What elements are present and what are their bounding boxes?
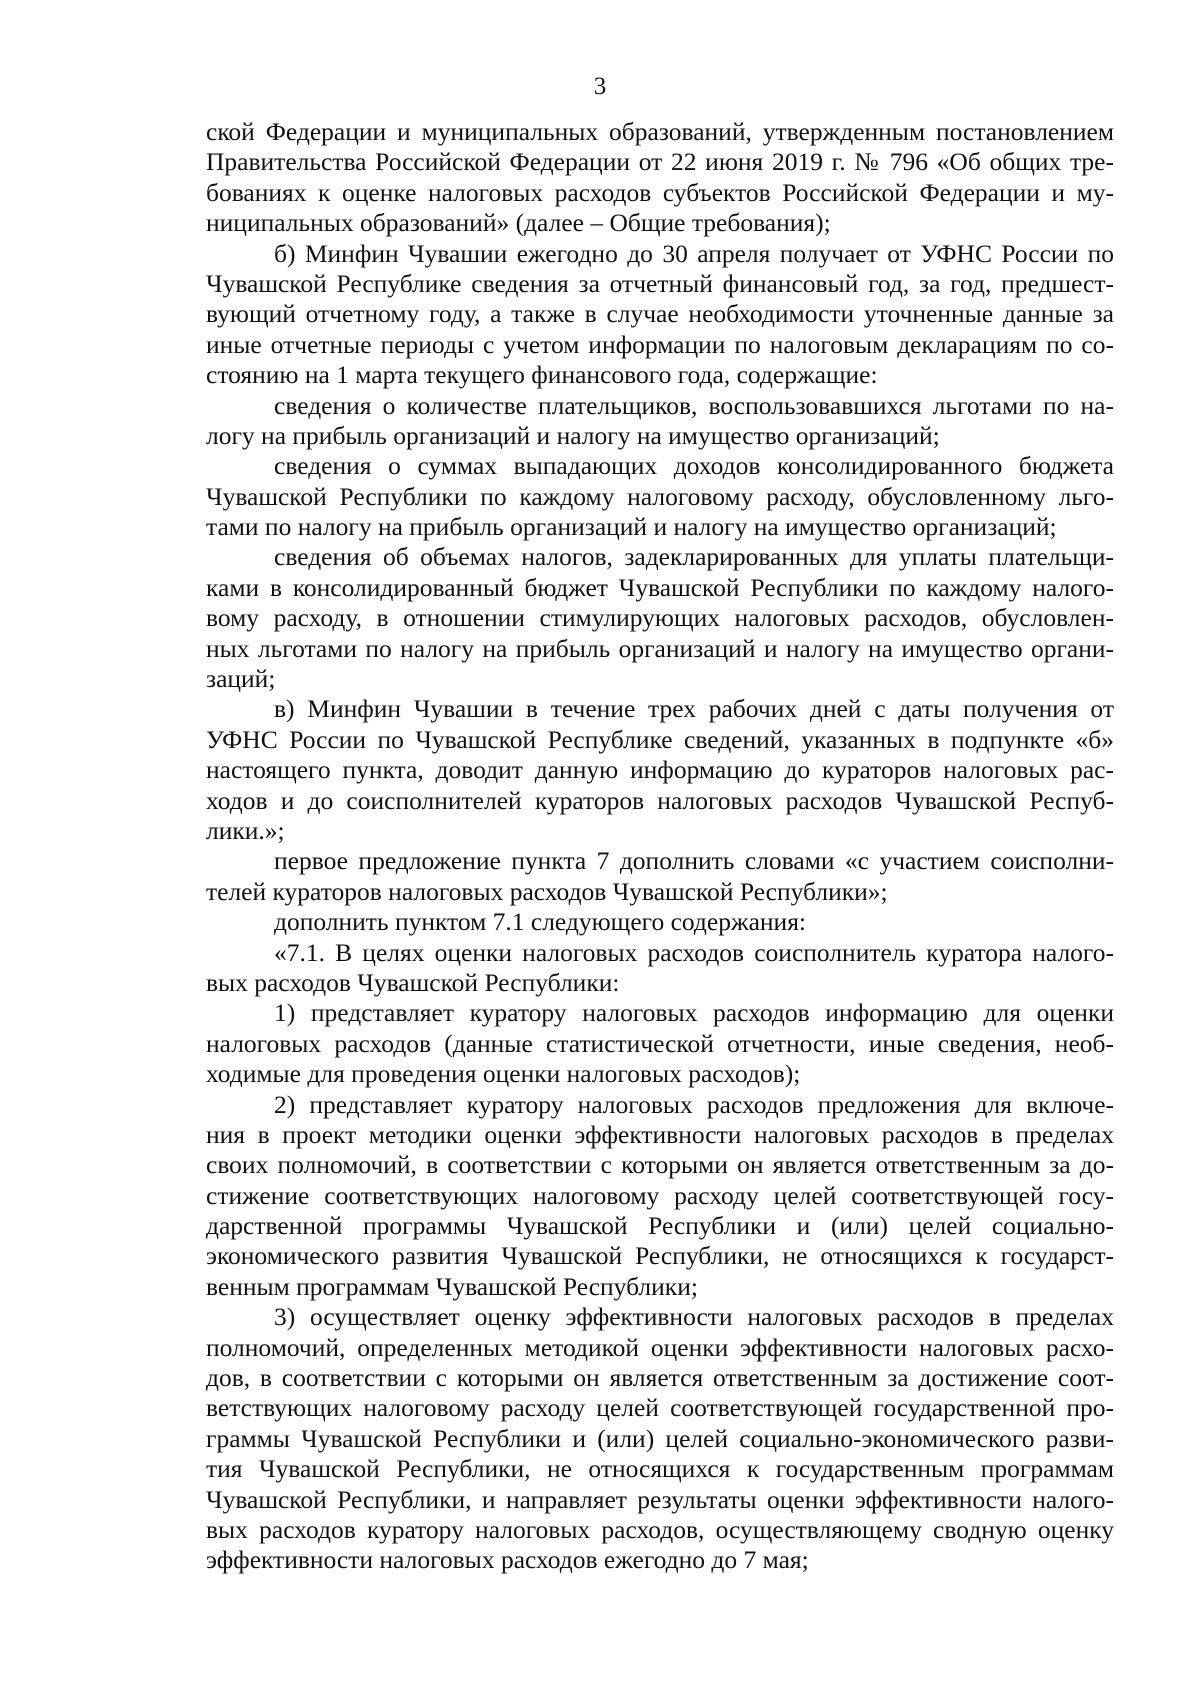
- text-line: Правительства Российской Федерации от 22 июня 2019 г. № 796 «Об общих тре-: [206, 147, 1114, 177]
- text-line: 2) представляет куратору налоговых расходов предложения для включе-: [274, 1089, 1114, 1119]
- text-line: УФНС России по Чувашской Республике сведений, указанных в подпункте «б»: [206, 724, 1114, 754]
- text-line: заций;: [206, 664, 276, 694]
- text-line: Чувашской Республики по каждому налоговому расходу, обусловленному льго-: [206, 481, 1114, 511]
- text-line: стоянию на 1 марта текущего финансового года, содержащие:: [206, 360, 878, 390]
- text-line: тами по налогу на прибыль организаций и налогу на имущество организаций;: [206, 512, 1057, 542]
- text-line: граммы Чувашской Республики и (или) целей социально-экономического разви-: [206, 1423, 1114, 1453]
- text-line: сведения о суммах выпадающих доходов консолидированного бюджета: [274, 451, 1114, 481]
- text-line: логу на прибыль организаций и налогу на имущество организаций;: [206, 420, 940, 450]
- text-line: Чувашской Республике сведения за отчетный финансовый год, за год, предшест-: [206, 268, 1114, 298]
- text-line: ской Федерации и муниципальных образований, утвержденным постановлением: [206, 117, 1114, 146]
- page-number: 3: [593, 73, 607, 100]
- text-line: настоящего пункта, доводит данную информацию до кураторов налоговых рас-: [206, 755, 1114, 785]
- text-line: лики.»;: [206, 815, 285, 845]
- text-line: телей кураторов налоговых расходов Чувашской Республики»;: [206, 876, 888, 906]
- text-line: налоговых расходов (данные статистической отчетности, иные сведения, необ-: [206, 1028, 1114, 1058]
- text-line: ками в консолидированный бюджет Чувашской Республики по каждому налого-: [206, 572, 1114, 602]
- text-line: бованиях к оценке налоговых расходов субъектов Российской Федерации и му-: [206, 177, 1114, 207]
- text-line: 3) осуществляет оценку эффективности налоговых расходов в пределах: [274, 1302, 1114, 1332]
- text-line: первое предложение пункта 7 дополнить словами «с участием соисполни-: [274, 846, 1114, 876]
- text-line: «7.1. В целях оценки налоговых расходов соисполнитель куратора налого-: [274, 937, 1114, 967]
- text-line: ниципальных образований» (далее – Общие требования);: [206, 208, 831, 238]
- text-line: ходимые для проведения оценки налоговых расходов);: [206, 1059, 801, 1089]
- text-line: вых расходов Чувашской Республики:: [206, 967, 620, 997]
- text-line: иные отчетные периоды с учетом информации по налоговым декларациям по со-: [206, 329, 1114, 359]
- text-line: Чувашской Республики, и направляет результаты оценки эффективности налого-: [206, 1484, 1114, 1514]
- text-line: тия Чувашской Республики, не относящихся к государственным программам: [206, 1454, 1114, 1484]
- text-line: сведения об объемах налогов, задекларированных для уплаты плательщи-: [274, 542, 1114, 572]
- text-line: в) Минфин Чувашии в течение трех рабочих дней с даты получения от: [274, 694, 1114, 724]
- text-line: ходов и до соисполнителей кураторов налоговых расходов Чувашской Респуб-: [206, 785, 1114, 815]
- text-line: дов, в соответствии с которыми он является ответственным за достижение соот-: [206, 1363, 1114, 1393]
- text-line: вому расходу, в отношении стимулирующих налоговых расходов, обусловлен-: [206, 603, 1114, 633]
- text-line: эффективности налоговых расходов ежегодно до 7 мая;: [206, 1545, 809, 1575]
- text-line: б) Минфин Чувашии ежегодно до 30 апреля получает от УФНС России по: [274, 238, 1114, 268]
- text-line: венным программам Чувашской Республики;: [206, 1271, 698, 1301]
- text-line: ных льготами по налогу на прибыль организаций и налогу на имущество органи-: [206, 633, 1114, 663]
- text-line: ния в проект методики оценки эффективности налоговых расходов в пределах: [206, 1119, 1114, 1149]
- text-line: сведения о количестве плательщиков, воспользовавшихся льготами по на-: [274, 390, 1114, 420]
- text-line: дополнить пунктом 7.1 следующего содержания:: [274, 907, 807, 937]
- text-line: экономического развития Чувашской Республики, не относящихся к государст-: [206, 1241, 1114, 1271]
- text-line: своих полномочий, в соответствии с которыми он является ответственным за до-: [206, 1150, 1114, 1180]
- text-line: дарственной программы Чувашской Республики и (или) целей социально-: [206, 1211, 1114, 1241]
- text-line: 1) представляет куратору налоговых расходов информацию для оценки: [274, 998, 1114, 1028]
- text-line: ветствующих налоговому расходу целей соответствующей государственной про-: [206, 1393, 1114, 1423]
- text-line: стижение соответствующих налоговому расходу целей соответствующей госу-: [206, 1180, 1114, 1210]
- document-body: [206, 117, 1114, 1576]
- text-line: полномочий, определенных методикой оценки эффективности налоговых расхо-: [206, 1332, 1114, 1362]
- text-line: вующий отчетному году, а также в случае необходимости уточненные данные за: [206, 299, 1114, 329]
- text-line: вых расходов куратору налоговых расходов, осуществляющему сводную оценку: [206, 1514, 1114, 1544]
